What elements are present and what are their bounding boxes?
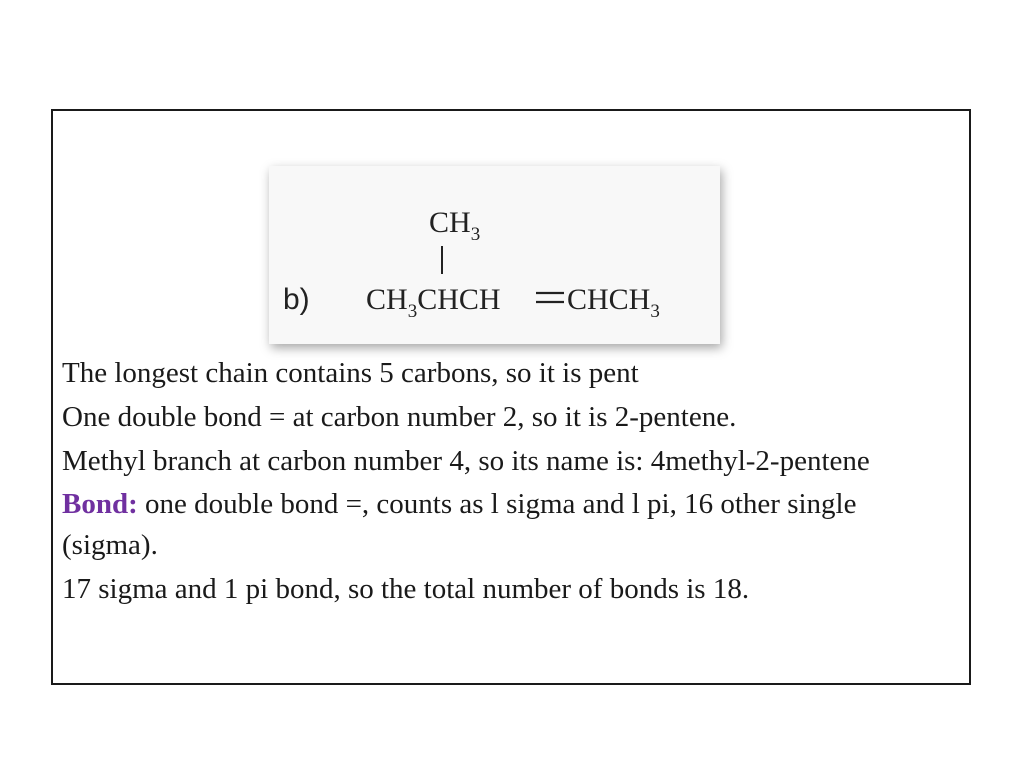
- chain-part-3: CHCH: [567, 283, 651, 316]
- explanation-line-4: [62, 484, 942, 566]
- main-chain: [366, 283, 501, 322]
- structural-formula-image: [269, 166, 720, 344]
- bond-description: one double bond =, counts as l sigma and l pi, 16 other single (sigma).: [62, 488, 857, 562]
- methyl-branch: [429, 206, 480, 245]
- explanation-line-3: Methyl branch at carbon number 4, so its name is: 4methyl-2-pentene: [62, 445, 870, 477]
- chain-end: [567, 283, 660, 322]
- structural-formula: [269, 166, 720, 344]
- chain-part-2: CHCH: [417, 283, 501, 316]
- problem-label: b): [283, 283, 310, 316]
- chain-subscript-3: 3: [650, 301, 660, 322]
- explanation-text: [62, 359, 942, 619]
- bond-label: Bond:: [62, 488, 138, 521]
- chain-subscript-1: 3: [407, 301, 418, 322]
- chain-part-1: CH: [366, 283, 408, 316]
- methyl-branch-group: CH: [429, 206, 471, 239]
- methyl-branch-subscript: 3: [470, 224, 481, 245]
- explanation-line-5: 17 sigma and 1 pi bond, so the total number of bonds is 18.: [62, 572, 750, 605]
- explanation-line-1: The longest chain contains 5 carbons, so it is pent: [62, 357, 639, 389]
- explanation-line-2: One double bond = at carbon number 2, so it is 2-pentene.: [62, 401, 737, 433]
